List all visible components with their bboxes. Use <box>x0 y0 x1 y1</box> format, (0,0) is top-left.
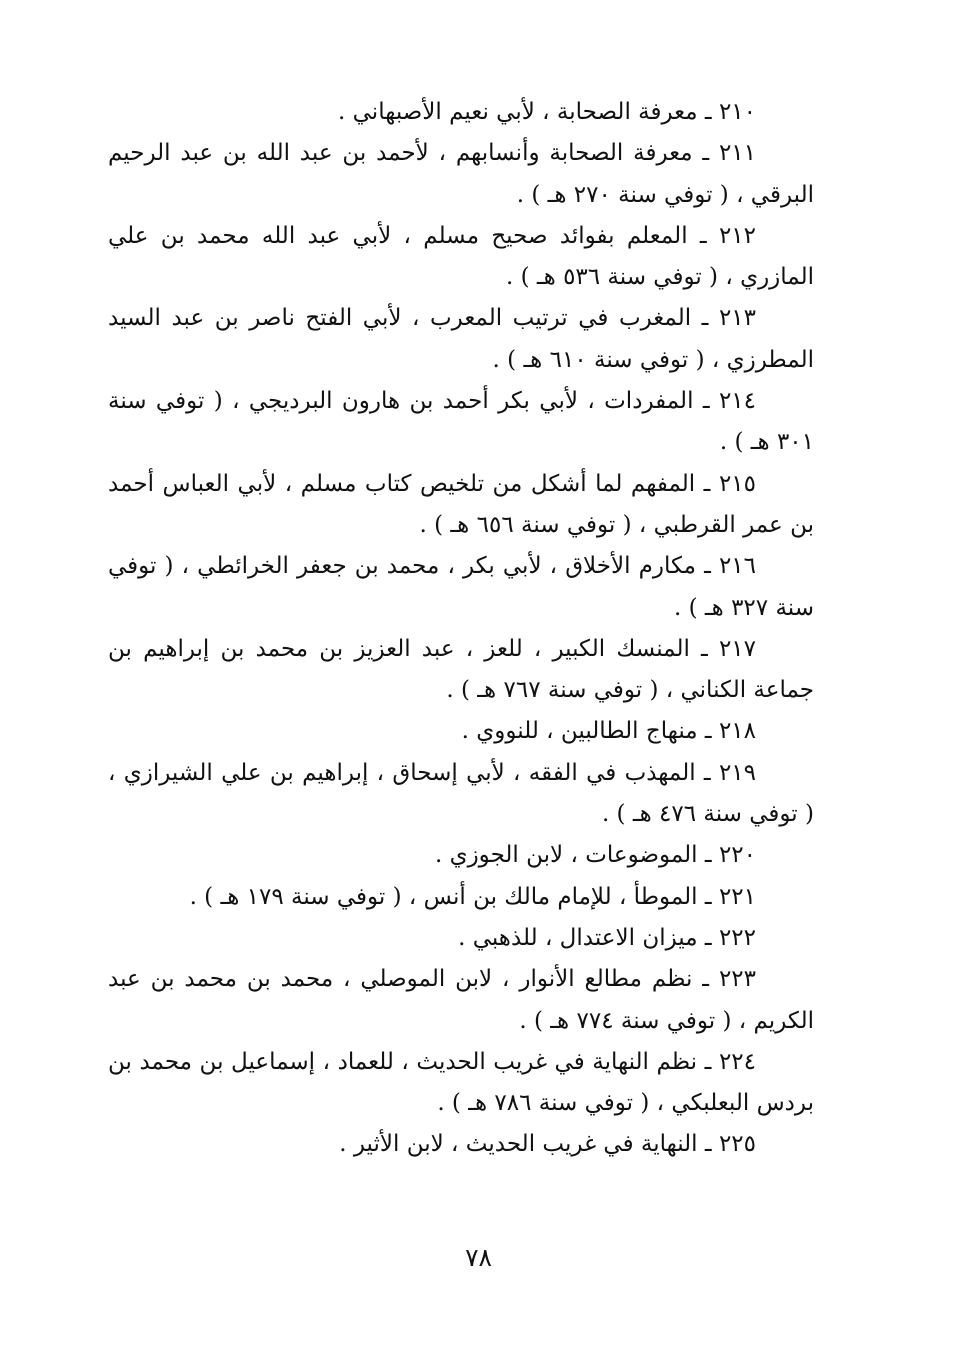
list-item: ٢٢٣ ـ نظم مطالع الأنوار ، لابن الموصلي ، محمد بن محمد بن عبد الكريم ، ( توفي سنة ٧٧٤ هـ ) . <box>108 966 814 1034</box>
list-item: ٢١٣ ـ المغرب في ترتيب المعرب ، لأبي الفتح ناصر بن عبد السيد المطرزي ، ( توفي سنة ٦١٠ هـ ) . <box>108 305 814 373</box>
list-item: ٢١٤ ـ المفردات ، لأبي بكر أحمد بن هارون البرديجي ، ( توفي سنة ٣٠١ هـ ) . <box>108 388 814 456</box>
list-item: ٢١٢ ـ المعلم بفوائد صحيح مسلم ، لأبي عبد الله محمد بن علي المازري ، ( توفي سنة ٥٣٦ هـ ) . <box>108 222 814 291</box>
list-item: ٢٢٥ ـ النهاية في غريب الحديث ، لابن الأثير . <box>339 1131 756 1158</box>
list-item: ٢١٩ ـ المهذب في الفقه ، لأبي إسحاق ، إبراهيم بن علي الشيرازي ، ( توفي سنة ٤٧٦ هـ ) . <box>108 759 814 828</box>
list-item: ٢٢٢ ـ ميزان الاعتدال ، للذهبي . <box>458 924 756 951</box>
list-item: ٢١١ ـ معرفة الصحابة وأنسابهم ، لأحمد بن عبد الله بن عبد الرحيم البرقي ، ( توفي سنة ٢٧٠ هـ ) . <box>108 140 814 208</box>
bibliography-list <box>108 92 814 1166</box>
list-item: ٢٢١ ـ الموطأ ، للإمام مالك بن أنس ، ( توفي سنة ١٧٩ هـ ) . <box>189 883 756 910</box>
list-item: ٢١٥ ـ المفهم لما أشكل من تلخيص كتاب مسلم ، لأبي العباس أحمد بن عمر القرطبي ، ( توفي سنة ٦٥٦ هـ ) . <box>108 470 814 538</box>
list-item: ٢١٦ ـ مكارم الأخلاق ، لأبي بكر ، محمد بن جعفر الخرائطي ، ( توفي سنة ٣٢٧ هـ ) . <box>108 553 814 621</box>
page-number: ٧٨ <box>465 1243 492 1272</box>
list-item: ٢٢٠ ـ الموضوعات ، لابن الجوزي . <box>434 842 756 869</box>
list-item: ٢١٧ ـ المنسك الكبير ، للعز ، عبد العزيز بن محمد بن إبراهيم بن جماعة الكناني ، ( توفي سنة ٧٦٧ هـ ) . <box>108 635 814 704</box>
list-item: ٢١٨ ـ منهاج الطالبين ، للنووي . <box>461 718 756 745</box>
list-item: ٢١٠ ـ معرفة الصحابة ، لأبي نعيم الأصبهاني . <box>338 99 756 125</box>
list-item: ٢٢٤ ـ نظم النهاية في غريب الحديث ، للعماد ، إسماعيل بن محمد بن بردس البعلبكي ، ( توفي سنة ٧٨٦ هـ ) . <box>108 1048 814 1117</box>
